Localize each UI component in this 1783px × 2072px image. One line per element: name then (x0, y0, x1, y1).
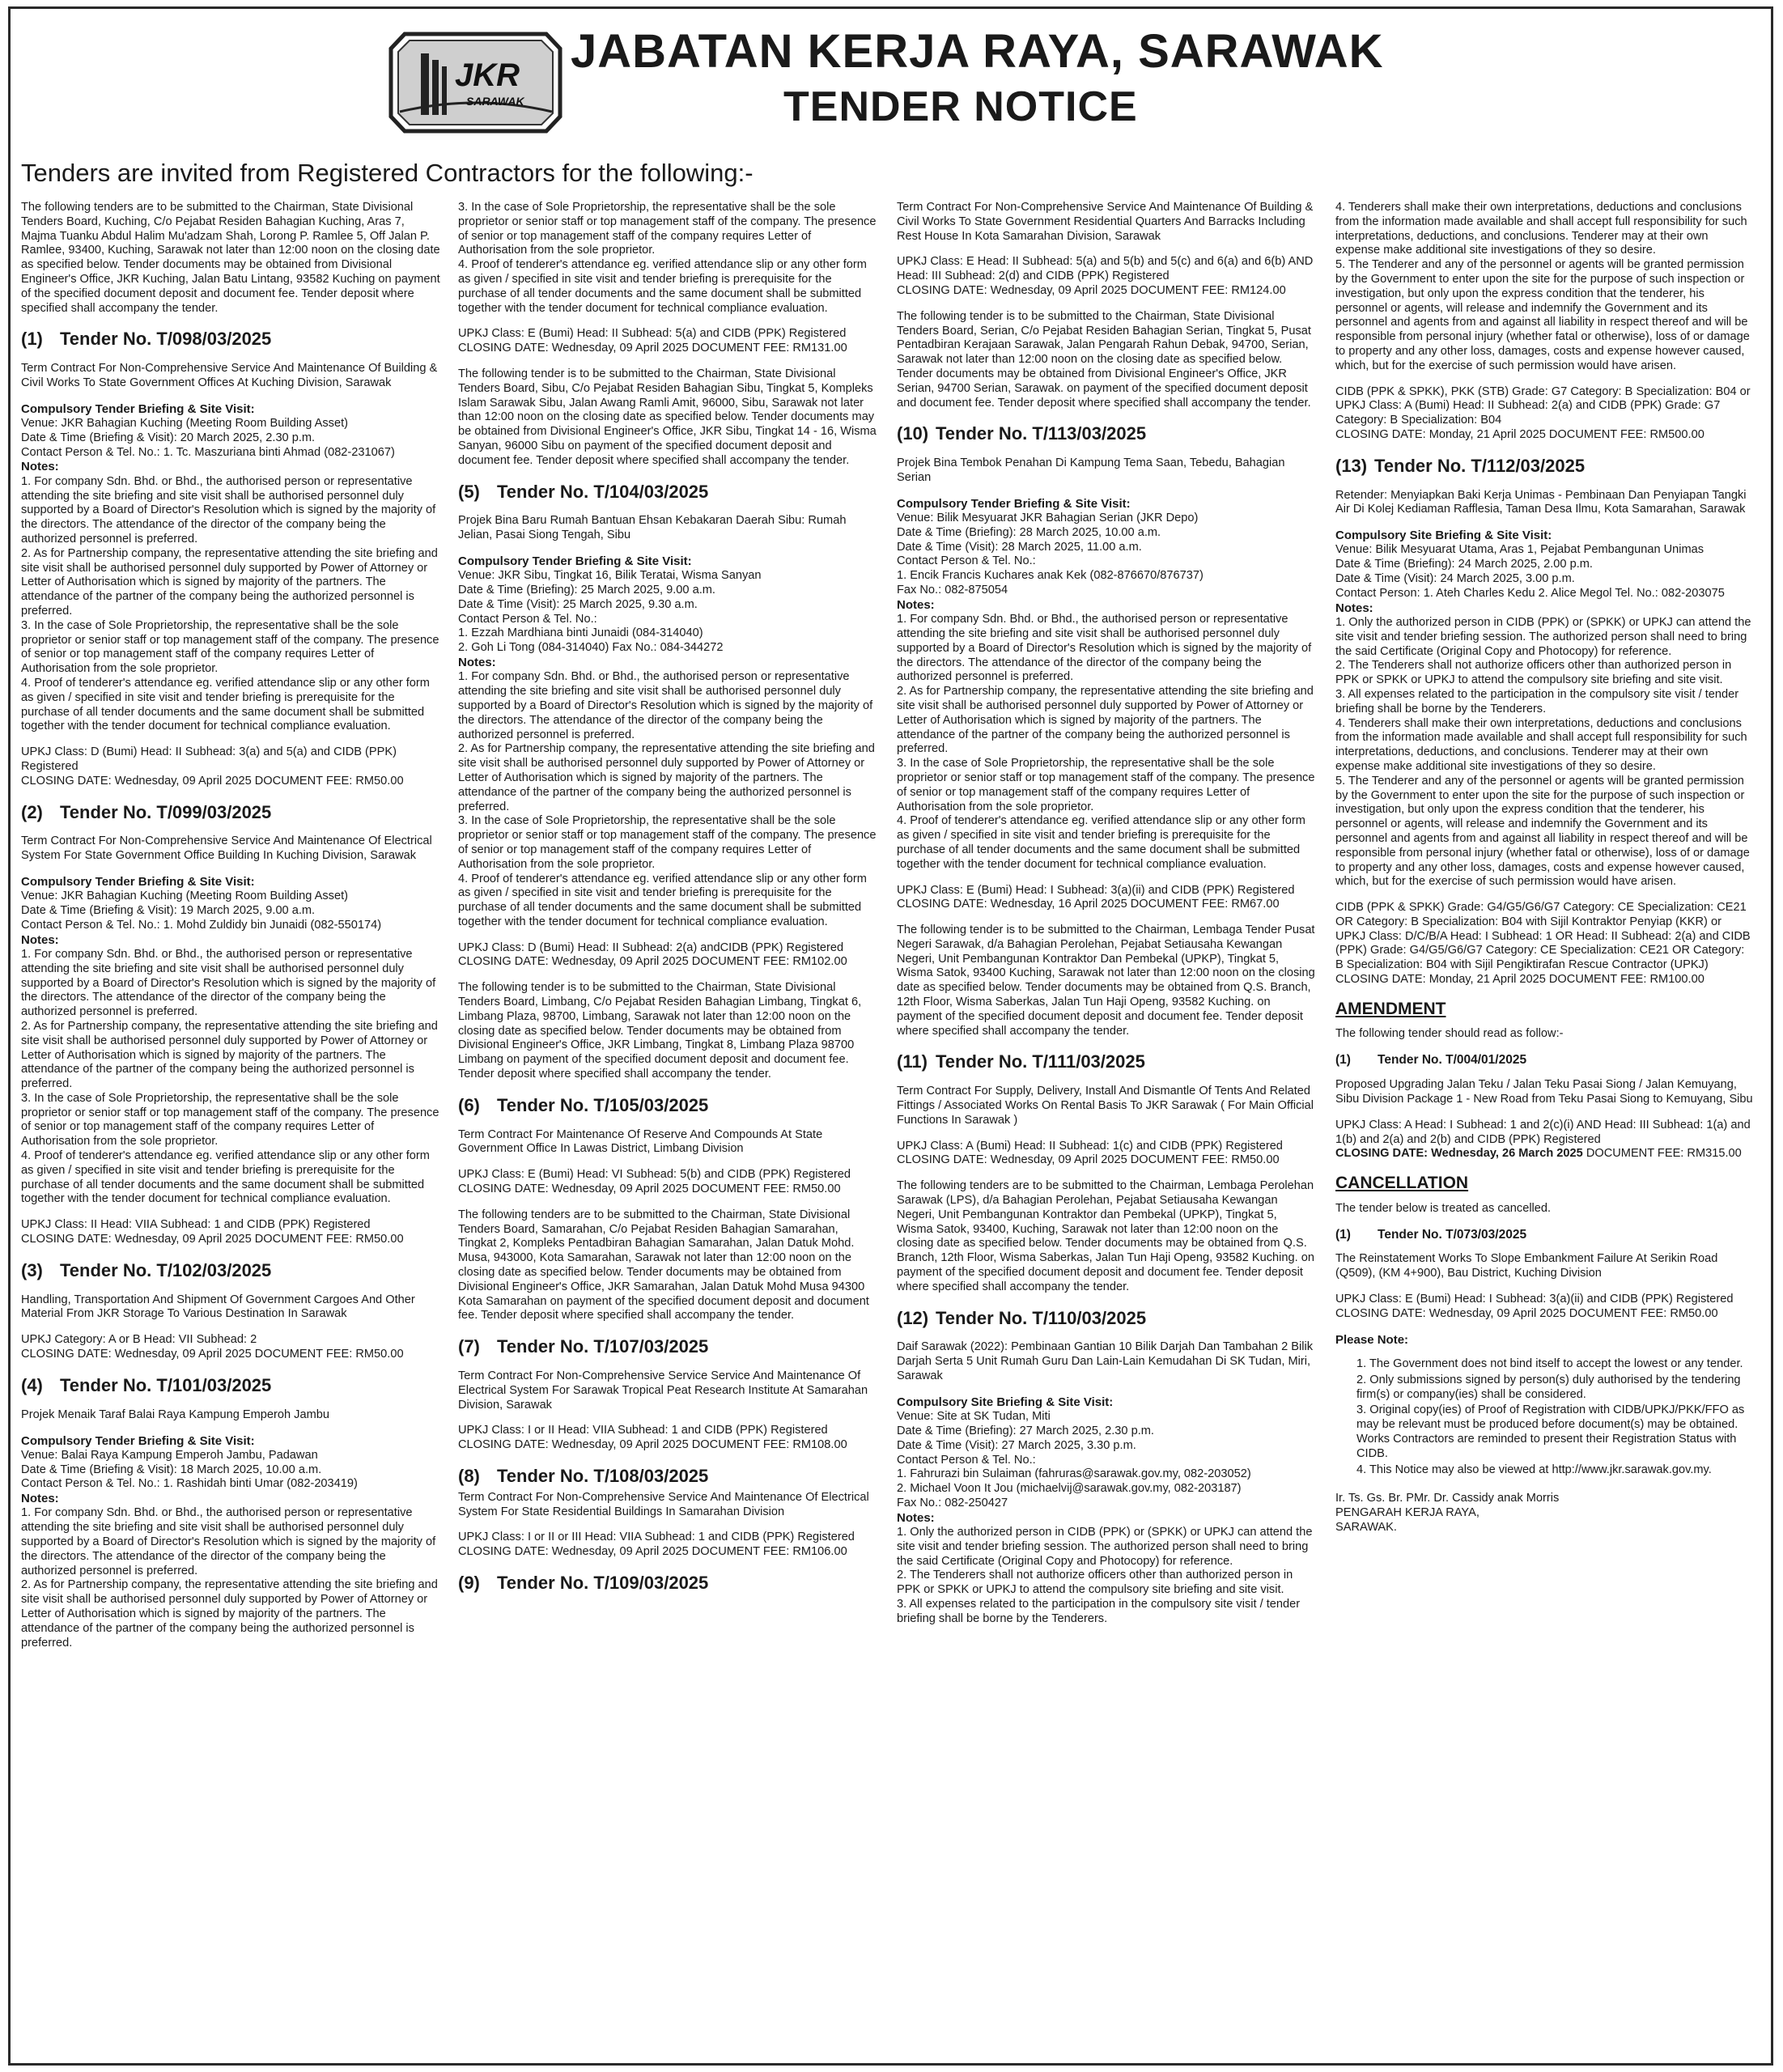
briefing-heading: Compulsory Site Briefing & Site Visit: (897, 1395, 1114, 1409)
tender-description: Retender: Menyiapkan Baki Kerja Unimas - Pembinaan Dan Penyiapan Tangki Air Di Kolej Kediaman Rafflesia, Taman Desa Ilmu, Kota Samarahan, Sarawak (1335, 488, 1747, 516)
notes-body: 1. Only the authorized person in CIDB (PPK) or (SPKK) or UPKJ can attend the site visit and tender briefing session. The authorized person shall need to bring the said Certificate (Original Copy and Photocopy) for reference. 2. The Tenderers shall not authorize officers other than authorized person in PPK or SPKK or UPKJ to attend the compulsory site briefing and site visit. 3. All expenses related to the participation in the compulsory site visit / tender briefing shall be borne by the Tenderers. (897, 1526, 1313, 1625)
cancellation-heading: CANCELLATION (1335, 1174, 1469, 1193)
briefing-heading: Compulsory Tender Briefing & Site Visit: (897, 496, 1131, 511)
svg-text:JKR: JKR (455, 57, 520, 93)
briefing-heading: Compulsory Tender Briefing & Site Visit: (21, 401, 255, 416)
notes-heading: Notes: (458, 656, 496, 670)
class-closing: UPKJ Class: E (Bumi) Head: II Subhead: 5(a) and CIDB (PPK) Registered CLOSING DATE: Wednesday, 09 April 2025 DOCUMENT FEE: RM131.00 (458, 327, 847, 355)
class-closing: UPKJ Category: A or B Head: VII Subhead: 2 CLOSING DATE: Wednesday, 09 April 2025 DOCUMENT FEE: RM50.00 (21, 1333, 404, 1361)
class-closing: CIDB (PPK & SPKK) Grade: G4/G5/G6/G7 Category: CE Specialization: CE21 OR Category: B Specialization: B04 with Sijil Kontraktor Penyiap (KKR) or UPKJ Class: D/C/B/A Head: I Subhead: 1 OR Head: II Subhead: 2(a) and CIDB (PPK) Grade: G4/G5/G6/G7 Category: CE Specialization: CE21 OR Category: B Specialization: B04 with Sijil Pengiktirafan Rescue Contractor (UPKJ) CLOSING DATE: Monday, 21 April 2025 DOCUMENT FEE: RM100.00 (1335, 901, 1751, 987)
briefing-heading: Compulsory Tender Briefing & Site Visit: (458, 554, 692, 568)
column-3 (897, 201, 1316, 2054)
class-closing: UPKJ Class: E Head: II Subhead: 5(a) and 5(b) and 5(c) and 6(a) and 6(b) AND Head: III Subhead: 2(d) and CIDB (PPK) Registered CLOSING DATE: Wednesday, 09 April 2025 DOCUMENT FEE: RM124.00 (897, 255, 1314, 297)
tender-heading: (6) Tender No. T/105/03/2025 (458, 1094, 709, 1115)
briefing-details: Venue: Bilik Mesyuarat JKR Bahagian Serian (JKR Depo) Date & Time (Briefing): 28 March 2025, 10.00 a.m. Date & Time (Visit): 28 March 2025, 11.00 a.m. Contact Person & Tel. No.: 1. Encik Francis Kuchares anak Kek (082-876670/876737) Fax No.: 082-875054 (897, 512, 1204, 597)
tender-description: Term Contract For Supply, Delivery, Install And Dismantle Of Tents And Related Fittings / Associated Works On Rental Basis To JKR Sarawak ( For Main Official Functions In Sarawak ) (897, 1085, 1314, 1127)
header (0, 0, 1783, 154)
notes-body: 1. For company Sdn. Bhd. or Bhd., the authorised person or representative attending the site briefing and site visit shall be authorised personnel duly supported by a Board of Director's Resolution which is signed by the majority of the directors. The attendance of the director of the company being the authorized personnel is preferred. 2. As for Partnership company, the representative attending the site briefing and site visit shall be authorised personnel duly supported by Power of Attorney or Letter of Authorisation which is signed by majority of the partners. The attendance of the partner of the company being the authorized personnel is preferred. (21, 1506, 438, 1650)
cancellation-description: The Reinstatement Works To Slope Embankment Failure At Serikin Road (Q509), (KM 4+900), Bau District, Kuching Division (1335, 1252, 1718, 1280)
column-1 (21, 201, 440, 2054)
please-note-heading: Please Note: (1335, 1332, 1409, 1347)
tender-description: Term Contract For Non-Comprehensive Service And Maintenance Of Electrical System For State Residential Buildings In Samarahan Division (458, 1490, 869, 1518)
note-item: 3. Original copy(ies) of Proof of Registration with CIDB/UPKJ/PKK/FFO as may be relevant must be produced before document(s) may be obtained. Works Contractors are reminded to present their Registration Status with CIDB. (1356, 1403, 1745, 1460)
briefing-details: Venue: JKR Bahagian Kuching (Meeting Room Building Asset) Date & Time (Briefing & Visit): 20 March 2025, 2.30 p.m. Contact Person & Tel. No.: 1. Tc. Maszuriana binti Ahmad (082-231067) (21, 417, 395, 459)
tender-heading: (8) Tender No. T/108/03/2025 (458, 1466, 709, 1487)
tender-description: Projek Bina Tembok Penahan Di Kampung Tema Saan, Tebedu, Bahagian Serian (897, 456, 1285, 484)
briefing-details: Venue: Bilik Mesyuarat Utama, Aras 1, Pejabat Pembangunan Unimas Date & Time (Briefing): 24 March 2025, 2.00 p.m. Date & Time (Visit): 24 March 2025, 3.00 p.m. Contact Person: 1. Ateh Charles Kedu 2. Alice Megol Tel. No.: 082-203075 (1335, 543, 1725, 600)
notes-body: 1. Only the authorized person in CIDB (PPK) or (SPKK) or UPKJ can attend the site visit and tender briefing session. The authorized person shall need to bring the said Certificate (Original Copy and Photocopy) for reference. 2. The Tenderers shall not authorize officers other than authorized person in PPK or SPKK or UPKJ to attend the compulsory site briefing and site visit. 3. All expenses related to the participation in the compulsory site visit / tender briefing shall be borne by the Tenderers. 4. Tenderers shall make their own interpretations, deductions and conclusions from the information made available and shall accept full responsibility for such interpretations, deductions, and conclusions. Tenderer may at their own expense make additional site investigations of they so desire. 5. The Tenderer and any of the personnel or agents will be granted permission by the Government to enter upon the site for the purpose of such inspection or investigation, but only upon the express condition that the tenderer, his personnel or agents, will release and indemnify the Government and its personnel and agents from and against all liability in respect thereof and will be responsible from personal injury (whether fatal or otherwise), loss of or damage to property and any other loss, damages, costs and expense however caused, which, but for the exercise of such permission would have arisen. (1335, 615, 1751, 889)
signatory-title: PENGARAH KERJA RAYA, (1335, 1506, 1479, 1520)
tender-description: Term Contract For Maintenance Of Reserve And Compounds At State Government Office In Lawas District, Limbang Division (458, 1127, 823, 1156)
page-subtitle: TENDER NOTICE (783, 83, 1138, 130)
amendment-description: Proposed Upgrading Jalan Teku / Jalan Teku Pasai Siong / Jalan Kemuyang, Sibu Division Package 1 - New Road from Teku Pasai Siong to Kemuyang, Sibu (1335, 1078, 1753, 1106)
samarahan-intro: The following tenders are to be submitted to the Chairman, State Divisional Tenders Board, Samarahan, C/o Pejabat Residen Bahagian Samarahan, Tingkat 2, Kompleks Pentadbiran Bahagian Samarahan, Jalan Datuk Mohd. Musa, 943000, Kota Samarahan, Sarawak not later than 12:00 noon on the closing date as specified below. Tender documents may be obtained from Divisional Engineer's Office, JKR Samarahan, Jalan Datuk Mohd Musa 94300 Kota Samarahan on payment of the specified document deposit and document fee. Tender deposit where specified shall accompany the tender. (458, 1208, 869, 1323)
amendment-heading: AMENDMENT (1335, 999, 1446, 1018)
please-note-list (1335, 1357, 1755, 1477)
tender-heading: (12) Tender No. T/110/03/2025 (897, 1307, 1147, 1328)
tender-description: Handling, Transportation And Shipment Of Government Cargoes And Other Material From JKR Storage To Various Destination In Sarawak (21, 1293, 415, 1321)
tender-description: Term Contract For Non-Comprehensive Service And Maintenance Of Building & Civil Works To State Government Offices At Kuching Division, Sarawak (21, 362, 438, 389)
class-closing: UPKJ Class: E (Bumi) Head: VI Subhead: 5(b) and CIDB (PPK) Registered CLOSING DATE: Wednesday, 09 April 2025 DOCUMENT FEE: RM50.00 (458, 1168, 851, 1196)
cancellation-class: UPKJ Class: E (Bumi) Head: I Subhead: 3(a)(ii) and CIDB (PPK) Registered CLOSING DATE: Wednesday, 09 April 2025 DOCUMENT FEE: RM50.00 (1335, 1293, 1734, 1320)
signature-block (1335, 1492, 1755, 1535)
tender-description: Projek Bina Baru Rumah Bantuan Ehsan Kebakaran Daerah Sibu: Rumah Jelian, Pasai Siong Tengah, Sibu (458, 514, 847, 542)
class-closing: UPKJ Class: A (Bumi) Head: II Subhead: 1(c) and CIDB (PPK) Registered CLOSING DATE: Wednesday, 09 April 2025 DOCUMENT FEE: RM50.00 (897, 1139, 1283, 1167)
class-closing: UPKJ Class: II Head: VIIA Subhead: 1 and CIDB (PPK) Registered CLOSING DATE: Wednesday, 09 April 2025 DOCUMENT FEE: RM50.00 (21, 1218, 404, 1246)
briefing-details: Venue: Balai Raya Kampung Emperoh Jambu, Padawan Date & Time (Briefing & Visit): 18 March 2025, 10.00 a.m. Contact Person & Tel. No.: 1. Rashidah binti Umar (082-203419) (21, 1448, 358, 1491)
briefing-heading: Compulsory Tender Briefing & Site Visit: (21, 1433, 255, 1448)
notes-body: 1. For company Sdn. Bhd. or Bhd., the authorised person or representative attending the site briefing and site visit shall be authorised personnel duly supported by a Board of Director's Resolution which is signed by the majority of the directors. The attendance of the director of the company being the authorized personnel is preferred. 2. As for Partnership company, the representative attending the site briefing and site visit shall be authorised personnel duly supported by Power of Attorney or Letter of Authorisation which is signed by majority of the partners. The attendance of the partner of the company being the authorized personnel is preferred. 3. In the case of Sole Proprietorship, the representative shall be the sole proprietor or senior staff or top management staff of the company. The presence of senior or top management staff of the company requires Letter of Authorisation from the sole proprietor. 4. Proof of tenderer's attendance eg. verified attendance slip or any other form as given / specified in site visit and tender briefing is prerequisite for the purchase of all tender documents and the same document shall be submitted together with the tender document for technical compliance evaluation. (21, 947, 439, 1206)
tender-heading: (13) Tender No. T/112/03/2025 (1335, 455, 1586, 476)
notes-body: 1. For company Sdn. Bhd. or Bhd., the authorised person or representative attending the site briefing and site visit shall be authorised personnel duly supported by a Board of Director's Resolution which is signed by the majority of the directors. The attendance of the director of the company being the authorized personnel is preferred. 2. As for Partnership company, the representative attending the site briefing and site visit shall be authorised personnel duly supported by Power of Attorney or Letter of Authorisation which is signed by majority of the partners. The attendance of the partner of the company being the authorized personnel is preferred. 3. In the case of Sole Proprietorship, the representative shall be the sole proprietor or senior staff or top management staff of the company. The presence of senior or top management staff of the company requires Letter of Authorisation from the sole proprietor. 4. Proof of tenderer's attendance eg. verified attendance slip or any other form as given / specified in site visit and tender briefing is prerequisite for the purchase of all tender documents and the same document shall be submitted together with the tender document for technical compliance evaluation. (897, 613, 1315, 871)
tender-heading: (1) Tender No. T/098/03/2025 (21, 329, 272, 350)
class-closing: UPKJ Class: I or II or III Head: VIIA Subhead: 1 and CIDB (PPK) Registered CLOSING DATE: Wednesday, 09 April 2025 DOCUMENT FEE: RM106.00 (458, 1531, 855, 1559)
notes-heading: Notes: (21, 932, 59, 947)
tender-heading: (9) Tender No. T/109/03/2025 (458, 1573, 709, 1594)
briefing-details: Venue: JKR Sibu, Tingkat 16, Bilik Teratai, Wisma Sanyan Date & Time (Briefing): 25 March 2025, 9.00 a.m. Date & Time (Visit): 25 March 2025, 9.30 a.m. Contact Person & Tel. No.: 1. Ezzah Mardhiana binti Junaidi (084-314040) 2. Goh Li Tong (084-314040) Fax No.: 084-344272 (458, 569, 762, 655)
notes-heading: Notes: (897, 597, 935, 612)
page-title: JABATAN KERJA RAYA, SARAWAK (571, 25, 1384, 78)
tender-heading: (10) Tender No. T/113/03/2025 (897, 423, 1147, 444)
column-4 (1335, 201, 1755, 2054)
notes-heading: Notes: (21, 1492, 59, 1506)
amendment-tender: (1) Tender No. T/004/01/2025 (1335, 1053, 1527, 1068)
briefing-details: Venue: Site at SK Tudan, Miti Date & Time (Briefing): 27 March 2025, 2.30 p.m. Date & Time (Visit): 27 March 2025, 3.30 p.m. Contact Person & Tel. No.: 1. Fahrurazi bin Sulaiman (fahruras@sarawak.gov.my, 082-203052) 2. Michael Voon It Jou (michaelvij@sarawak.gov.my, 082-203187) Fax No.: 082-250427 (897, 1410, 1251, 1509)
class-closing: UPKJ Class: I or II Head: VIIA Subhead: 1 and CIDB (PPK) Registered CLOSING DATE: Wednesday, 09 April 2025 DOCUMENT FEE: RM108.00 (458, 1424, 847, 1452)
lps-intro: The following tender is to be submitted to the Chairman, Lembaga Tender Pusat Negeri Sarawak, d/a Bahagian Perolehan, Pejabat Setiausaha Kewangan Negeri, Unit Pembangunan Kontraktor Dan Pembekal (UPKP), Tingkat 5, Wisma Satok, 93400 Kuching, Sarawak not later than 12:00 noon on the closing date as specified below. Tender documents may be obtained from Q.S. Branch, 12th Floor, Wisma Saberkas, Jalan Tun Haji Openg, 93582 Kuching. on payment of the specified document deposit and document fee. Tender deposit where specified shall accompany the tender. (897, 923, 1315, 1038)
sibu-intro: The following tender is to be submitted to the Chairman, State Divisional Tenders Board, Sibu, C/o Pejabat Residen Bahagian Sibu, Tingkat 5, Kompleks Islam Sarawak Sibu, Jalan Awang Ramli Amit, 96000, Sibu, Sarawak not later than 12:00 noon on the closing date as specified below. Tender documents may be obtained from Divisional Engineer's Office, JKR Sibu, Tingkat 14 - 16, Wisma Sanyan, 96000 Sibu on payment of the specified document deposit and document fee. Tender deposit where specified shall accompany the tender. (458, 367, 877, 467)
cancellation-tender: (1) Tender No. T/073/03/2025 (1335, 1227, 1527, 1242)
column-2 (458, 201, 877, 2054)
tender-heading: (7) Tender No. T/107/03/2025 (458, 1336, 709, 1357)
signatory-name: Ir. Ts. Gs. Br. PMr. Dr. Cassidy anak Morris (1335, 1492, 1560, 1505)
amendment-intro: The following tender should read as follow:- (1335, 1027, 1564, 1041)
amendment-class: UPKJ Class: A Head: I Subhead: 1 and 2(c)(i) AND Head: III Subhead: 1(a) and 1(b) and 2(a) and 2(b) and CIDB (PPK) Registered CLOSING DATE: Wednesday, 26 March 2025 DOCUMENT FEE: RM315.00 (1335, 1118, 1751, 1161)
tender-description: Term Contract For Non-Comprehensive Service And Maintenance Of Electrical System For State Government Office Building In Kuching Division, Sarawak (21, 834, 432, 863)
briefing-details: Venue: JKR Bahagian Kuching (Meeting Room Building Asset) Date & Time (Briefing & Visit): 19 March 2025, 9.00 a.m. Contact Person & Tel. No.: 1. Mohd Zuldidy bin Junaidi (082-550174) (21, 890, 382, 932)
class-closing: UPKJ Class: E (Bumi) Head: I Subhead: 3(a)(ii) and CIDB (PPK) Registered CLOSING DATE: Wednesday, 16 April 2025 DOCUMENT FEE: RM67.00 (897, 883, 1295, 911)
note-item: 2. Only submissions signed by person(s) duly authorised by the tendering firm(s) or company(ies) shall be considered. (1356, 1373, 1741, 1401)
class-closing: UPKJ Class: D (Bumi) Head: II Subhead: 2(a) andCIDB (PPK) Registered CLOSING DATE: Wednesday, 09 April 2025 DOCUMENT FEE: RM102.00 (458, 940, 847, 969)
signatory-state: SARAWAK. (1335, 1520, 1397, 1534)
limbang-intro: The following tender is to be submitted to the Chairman, State Divisional Tenders Board, Limbang, C/o Pejabat Residen Bahagian Limbang, Tingkat 6, Limbang Plaza, 98700, Limbang, Sarawak not later than 12:00 noon on the closing date as specified below. Tender documents may be obtained from Divisional Engineer's Office, JKR Limbang, Tingkat 8, Limbang Plaza 98700 Limbang on payment of the specified document deposit and document fee. Tender deposit where specified shall accompany the tender. (458, 981, 862, 1081)
notes-body: 1. For company Sdn. Bhd. or Bhd., the authorised person or representative attending the site briefing and site visit shall be authorised personnel duly supported by a Board of Director's Resolution which is signed by the majority of the directors. The attendance of the director of the company being the authorized personnel is preferred. 2. As for Partnership company, the representative attending the site briefing and site visit shall be authorised personnel duly supported by Power of Attorney or Letter of Authorisation which is signed by majority of the partners. The attendance of the partner of the company being the authorized personnel is preferred. 3. In the case of Sole Proprietorship, the representative shall be the sole proprietor or senior staff or top management staff of the company. The presence of senior or top management staff of the company requires Letter of Authorisation from the sole proprietor. 4. Proof of tenderer's attendance eg. verified attendance slip or any other form as given / specified in site visit and tender briefing is prerequisite for the purchase of all tender documents and the same document shall be submitted together with the tender document for technical compliance evaluation. (458, 670, 877, 928)
cancellation-intro: The tender below is treated as cancelled. (1335, 1201, 1552, 1215)
lps-intro: The following tenders are to be submitted to the Chairman, Lembaga Perolehan Sarawak (LPS), d/a Bahagian Perolehan, Pejabat Setiausaha Kewangan Negeri, Unit Pembangunan Kontraktor dan Pembekal (UPKP), Tingkat 5, Wisma Satok, 93400, Kuching, Sarawak not later than 12:00 noon on the closing date as specified below. Tender documents may be obtained from Q.S. Branch, 12th Floor, Wisma Saberkas, Jalan Tun Haji Openg, 93582 Kuching. on payment of the specified document deposit and document fee. Tender deposit where specified shall accompany the tender. (897, 1179, 1314, 1293)
briefing-heading: Compulsory Site Briefing & Site Visit: (1335, 529, 1552, 543)
kuching-intro: The following tenders are to be submitted to the Chairman, State Divisional Tenders Board, Kuching, C/o Pejabat Residen Bahagian Kuching, Aras 7, Majma Tuanku Abdul Halim Mu'adzam Shah, Lorong P. Ramlee 5, Off Jalan P. Ramlee, 93400, Kuching, Sarawak not later than 12:00 noon on the closing date as specified below. Tender documents may be obtained from Divisional Engineer's Office, JKR Kuching, Jalan Batu Lintang, 93582 Kuching on payment of the specified document deposit and document fee. Tender deposit where specified shall accompany the tender. (21, 201, 440, 315)
tender-description: Daif Sarawak (2022): Pembinaan Gantian 10 Bilik Darjah Dan Tambahan 2 Bilik Darjah Serta 5 Unit Rumah Guru Dan Lain-Lain Kemudahan Di SK Tudan, Miri, Sarawak (897, 1340, 1314, 1383)
tender-description: Term Contract For Non-Comprehensive Service Service And Maintenance Of Electrical System For Sarawak Tropical Peat Research Institute At Samarahan Division, Sarawak (458, 1369, 868, 1412)
class-closing: CIDB (PPK & SPKK), PKK (STB) Grade: G7 Category: B Specialization: B04 or UPKJ Class: A (Bumi) Head: II Subhead: 2(a) and CIDB (PPK) Grade: G7 Category: B Specialization: B04 CLOSING DATE: Monday, 21 April 2025 DOCUMENT FEE: RM500.00 (1335, 384, 1751, 441)
notes-heading: Notes: (897, 1510, 935, 1525)
tender-heading: (3) Tender No. T/102/03/2025 (21, 1259, 272, 1280)
serian-intro: The following tender is to be submitted to the Chairman, State Divisional Tenders Board, Serian, C/o Pejabat Residen Bahagian Serian, Tingkat 5, Pusat Pentadbiran Kerajaan Sarawak, Jalan Pengarah Rahun Debak, 94700, Serian, Sarawak not later than 12:00 noon on the closing date as specified below. Tender documents may be obtained from Divisional Engineer's Office, JKR Serian, 94700 Serian, Sarawak. on payment of the specified document deposit and document fee. Tender deposit where specified shall accompany the tender. (897, 309, 1311, 410)
tender-heading: (4) Tender No. T/101/03/2025 (21, 1374, 272, 1395)
notes-heading: Notes: (1335, 601, 1373, 615)
tender-description: Projek Menaik Taraf Balai Raya Kampung Emperoh Jambu (21, 1408, 329, 1421)
notes-continued: 4. Tenderers shall make their own interpretations, deductions and conclusions from the information made available and shall accept full responsibility for such interpretations, deductions, and conclusions. Tenderer may at their own expense make additional site investigations of they so desire. 5. The Tenderer and any of the personnel or agents will be granted permission by the Government to enter upon the site for the purpose of such inspection or investigation, but only upon the express condition that the tenderer, his personnel or agents, will release and indemnify the Government and its personnel and agents from and against all liability in respect thereof and will be responsible from personal injury (whether fatal or otherwise), loss of or damage to property and any other loss, damages, costs and expense however caused, which, but for the exercise of such permission would have arisen. (1335, 201, 1750, 372)
briefing-heading: Compulsory Tender Briefing & Site Visit: (21, 874, 255, 889)
notes-body: 1. For company Sdn. Bhd. or Bhd., the authorised person or representative attending the site briefing and site visit shall be authorised personnel duly supported by a Board of Director's Resolution which is signed by the majority of the directors. The attendance of the director of the company being the authorized personnel is preferred. 2. As for Partnership company, the representative attending the site briefing and site visit shall be authorised personnel duly supported by Power of Attorney or Letter of Authorisation which is signed by majority of the partners. The attendance of the partner of the company being the authorized personnel is preferred. 3. In the case of Sole Proprietorship, the representative shall be the sole proprietor or senior staff or top management staff of the company. The presence of senior or top management staff of the company requires Letter of Authorisation from the sole proprietor. 4. Proof of tenderer's attendance eg. verified attendance slip or any other form as given / specified in site visit and tender briefing is prerequisite for the purchase of all tender documents and the same document shall be submitted together with the tender document for technical compliance evaluation. (21, 474, 439, 733)
tender-heading: (11) Tender No. T/111/03/2025 (897, 1051, 1145, 1072)
note-item: 1. The Government does not bind itself to accept the lowest or any tender. (1356, 1357, 1743, 1370)
notes-continued: 3. In the case of Sole Proprietorship, the representative shall be the sole proprietor or senior staff or top management staff of the company. The presence of senior or top management staff of the company requires Letter of Authorisation from the sole proprietor. 4. Proof of tenderer's attendance eg. verified attendance slip or any other form as given / specified in site visit and tender briefing is prerequisite for the purchase of all tender documents and the same document shall be submitted together with the tender document for technical compliance evaluation. (458, 201, 877, 315)
note-item: 4. This Notice may also be viewed at http://www.jkr.sarawak.gov.my. (1356, 1463, 1712, 1476)
jkr-logo-icon (388, 31, 562, 134)
tender-description: Term Contract For Non-Comprehensive Service And Maintenance Of Building & Civil Works To State Government Residential Quarters And Barracks Including Rest House In Kota Samarahan Division, Sarawak (897, 201, 1314, 243)
tender-heading: (2) Tender No. T/099/03/2025 (21, 801, 272, 822)
invitation-line: Tenders are invited from Registered Contractors for the following:- (21, 159, 754, 187)
notes-heading: Notes: (21, 460, 59, 474)
tender-heading: (5) Tender No. T/104/03/2025 (458, 481, 709, 502)
class-closing: UPKJ Class: D (Bumi) Head: II Subhead: 3(a) and 5(a) and CIDB (PPK) Registered CLOSING DATE: Wednesday, 09 April 2025 DOCUMENT FEE: RM50.00 (21, 745, 404, 788)
svg-text:SARAWAK: SARAWAK (466, 95, 524, 108)
